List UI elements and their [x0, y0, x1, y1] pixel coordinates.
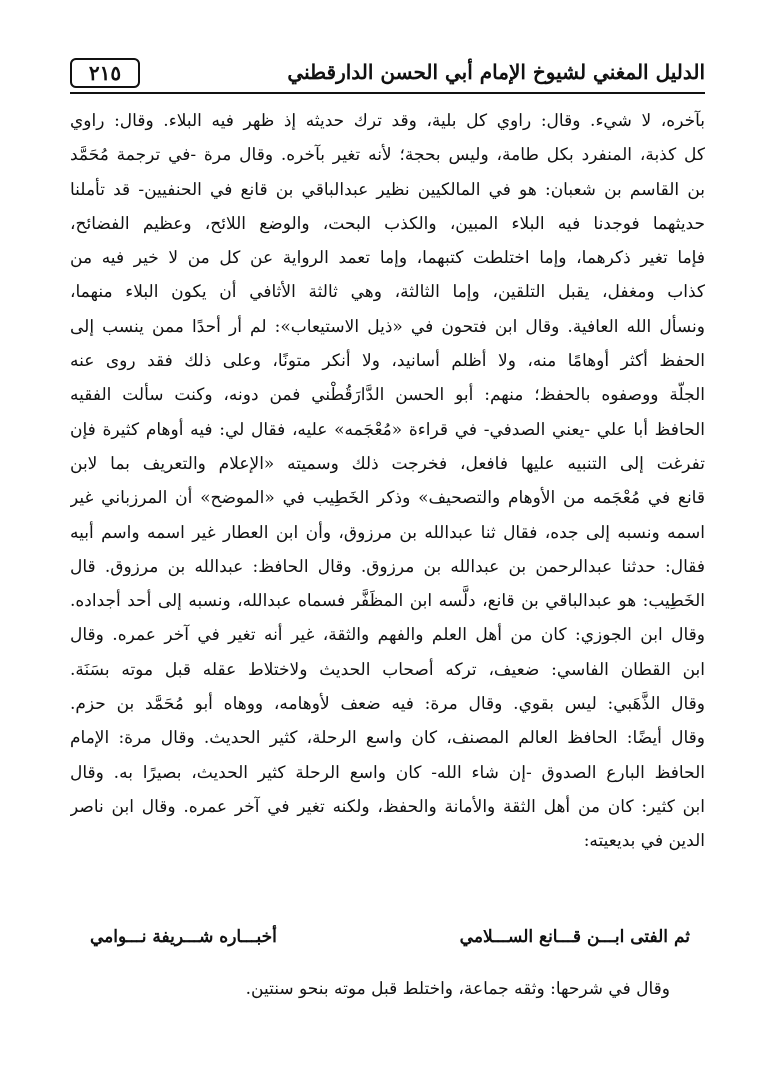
text-line: وقال الذَّهَبي: ليس بقوي. وقال مرة: فيه ضعف لأوهامه، ووهاه أبو مُحَمَّد بن حزم.	[70, 694, 705, 715]
text-line: قانع في مُعْجَمه من الأوهام والتصحيف» وذكر الخَطِيب في «الموضح» أن المرزباني غير	[70, 488, 705, 509]
text-line: الجلّة ووصفوه بالحفظ؛ منهم: أبو الحسن الدَّارَقُطْني فمن دونه، وكنت سألت الفقيه	[70, 385, 705, 406]
text-line: الحافظ البارع الصدوق -إن شاء الله- كان واسع الرحلة كثير الحديث، بصيرًا به. وقال	[70, 762, 705, 783]
text-line: ابن القطان الفاسي: ضعيف، تركه أصحاب الحديث ولاختلاط عقله قبل موته بسَنَة.	[70, 659, 705, 680]
text-line: الحفظ أكثر أوهامًا منه، ولا أظلم أسانيد، ولا أنكر متونًا، وعلى ذلك فقد روى عنه	[70, 351, 705, 372]
closing-paragraph: وقال في شرحها: وثقه جماعة، واختلط قبل موته بنحو سنتين.	[245, 979, 670, 999]
text-line: الخَطِيب: هو عبدالباقي بن قانع، دلَّسه ابن المظَفَّر فسماه عبدالله، ونسبه إلى أحد أجداده.	[70, 591, 705, 612]
verse-second-hemistich: أخبـــاره شـــريفة نـــوامي	[90, 927, 277, 947]
text-line: الحافظ أبا علي -يعني الصدفي- في قراءة «مُعْجَمه» عليه، فقال لي: فيه أوهام كثيرة فإن	[70, 419, 705, 440]
text-line: حديثهما فوجدنا فيه البلاء المبين، والكذب البحت، والوضع اللائح، وعظيم الفضائح،	[70, 213, 705, 234]
poem-verse	[90, 920, 690, 954]
text-line: اسمه ونسبه إلى جده، فقال ثنا عبدالله بن مرزوق، وأن ابن العطار غير اسمه واسم أبيه	[70, 522, 705, 543]
header-rule	[70, 92, 705, 94]
body-text	[70, 104, 705, 859]
text-line: تفرغت إلى التنبيه عليها فافعل، فخرجت ذلك وسميته «الإعلام والتعريف بما لابن	[70, 453, 705, 474]
text-line: بن القاسم بن شعبان: هو في المالكيين نظير عبدالباقي بن قانع في الحنفيين- قد تأملنا	[70, 179, 705, 200]
running-title: الدليل المغني لشيوخ الإمام أبي الحسن الدارقطني	[287, 60, 705, 84]
text-line: وقال ابن الجوزي: كان من أهل العلم والفهم والثقة، غير أنه تغير في آخر عمره. وقال	[70, 625, 705, 646]
text-line: ونسأل الله العافية. وقال ابن فتحون في «ذيل الاستيعاب»: لم أر أحدًا ممن ينسب إلى	[70, 316, 705, 337]
text-line: الدين في بديعيته:	[583, 831, 705, 852]
text-line: فقال: حدثنا عبدالرحمن بن عبدالله بن مرزوق. وقال الحافظ: عبدالله بن مرزوق. قال	[70, 556, 705, 577]
verse-first-hemistich: ثم الفتى ابـــن قـــانع الســـلامي	[459, 927, 690, 947]
text-line: ابن كثير: كان من أهل الثقة والأمانة والحفظ، ولكنه تغير في آخر عمره. وقال ابن ناصر	[70, 796, 705, 817]
text-line: كل كذبة، المنفرد بكل طامة، وليس بحجة؛ لأنه تغير بآخره. وقال مرة -في ترجمة مُحَمَّد	[70, 145, 705, 166]
text-line: بآخره، لا شيء. وقال: راوي كل بلية، وقد ترك حديثه إذ ظهر فيه البلاء. وقال: راوي	[70, 111, 705, 131]
text-line: كذاب ومغفل، يقبل التلقين، وإما الثالثة، وهي ثالثة الأثافي أن يكون البلاء منهما،	[70, 282, 705, 303]
text-line: وقال أيضًا: الحافظ العالم المصنف، كان واسع الرحلة، كثير الحديث. وقال مرة: الإمام	[70, 728, 705, 749]
page-header	[70, 58, 705, 94]
page-number-badge: ٢١٥	[70, 58, 140, 88]
text-line: فإما تغير ذكرهما، وإما اختلطت كتبهما، وإما تعمد الرواية عن كل من لا خير فيه من	[70, 248, 705, 269]
